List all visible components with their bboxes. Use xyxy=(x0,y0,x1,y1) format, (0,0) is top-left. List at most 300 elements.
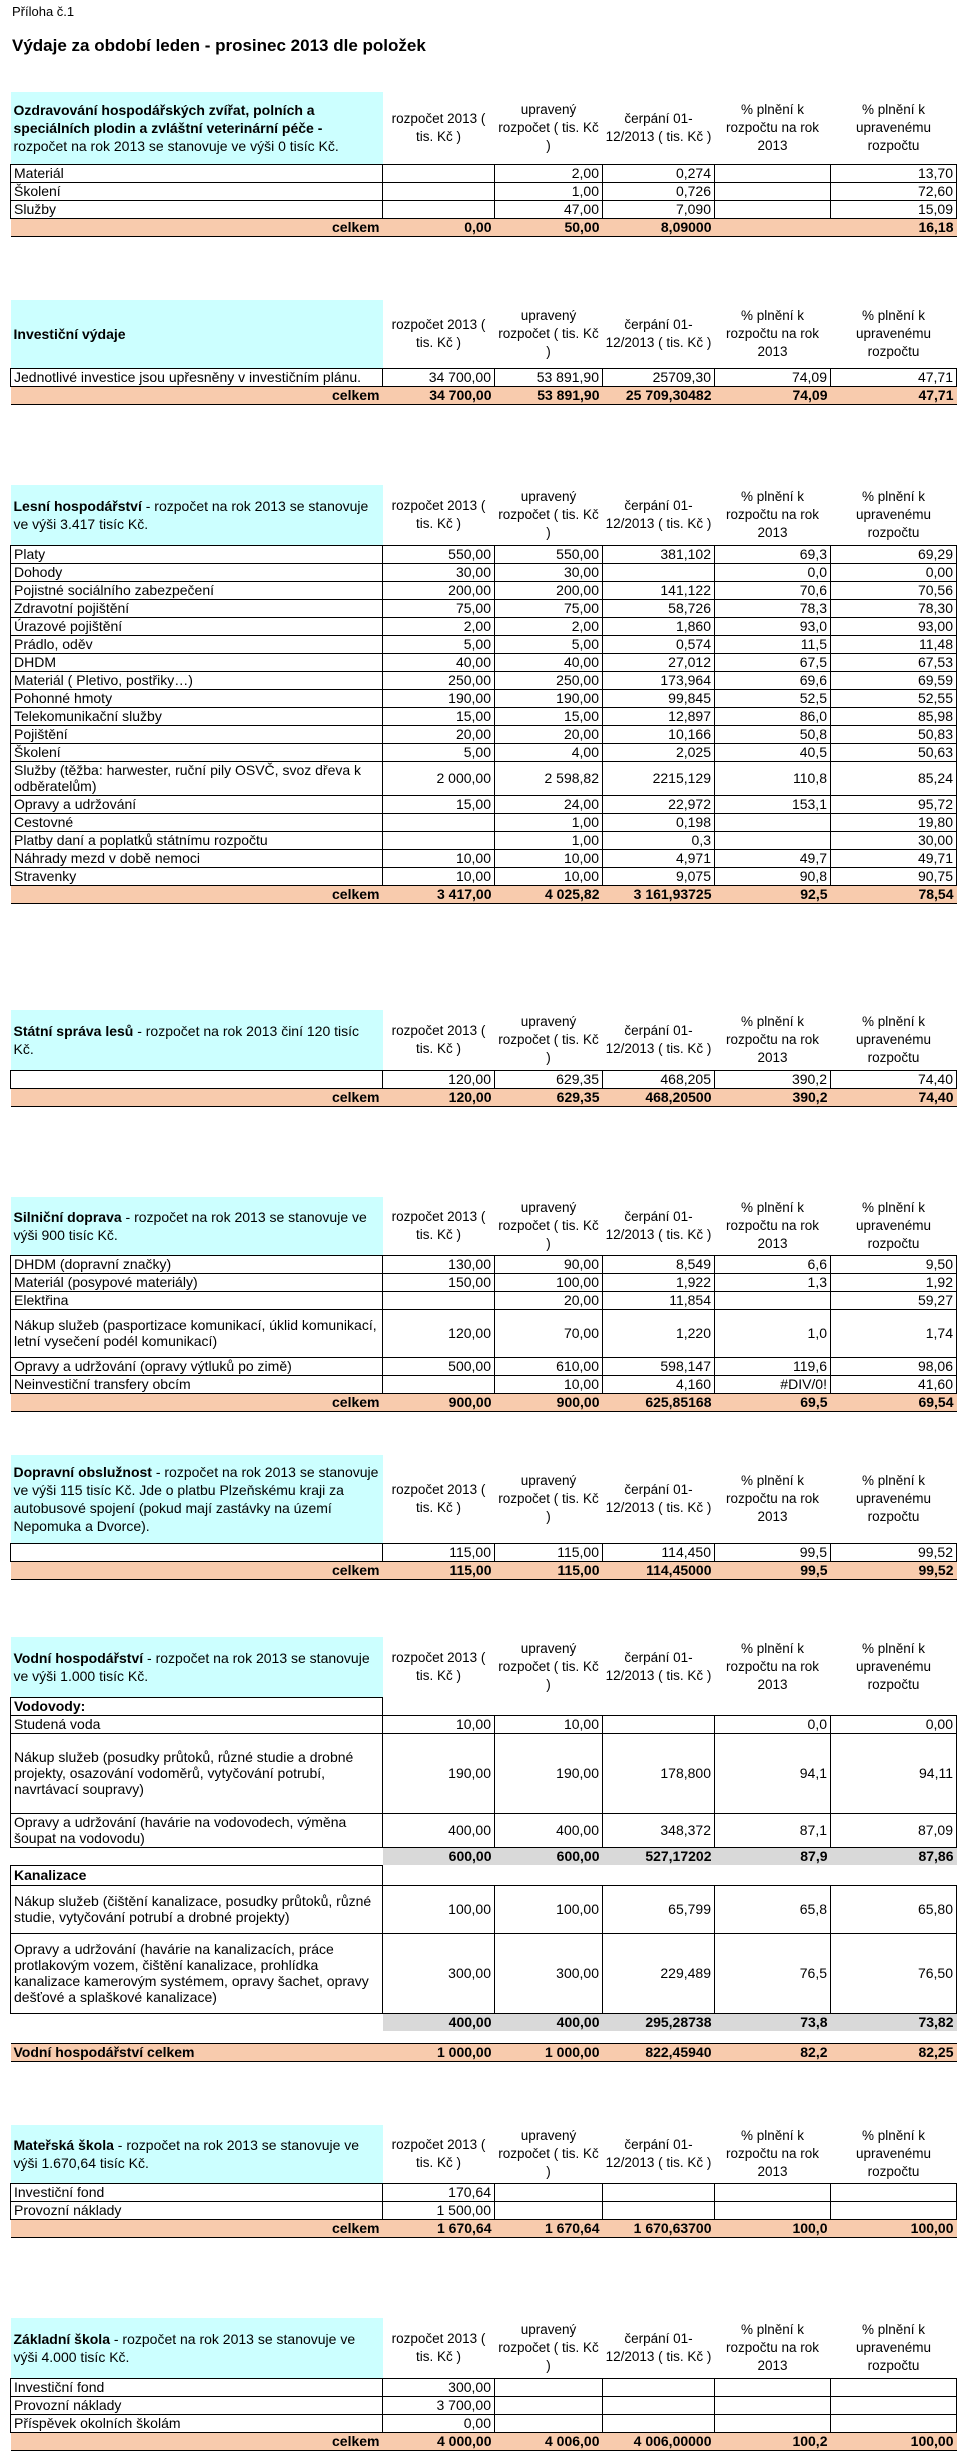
row-pct-adjusted: 70,56 xyxy=(831,581,957,599)
row-spent: 0,574 xyxy=(603,635,715,653)
row-pct-budget: 65,8 xyxy=(715,1885,831,1933)
total-spent: 25 709,30482 xyxy=(603,386,715,404)
row-label: Školení xyxy=(11,182,383,200)
col-pct-adjusted-header: % plnění k upravenému rozpočtu xyxy=(855,1199,932,1251)
table-row xyxy=(11,867,957,885)
row-budget: 15,00 xyxy=(383,707,495,725)
table-row xyxy=(11,725,957,743)
subsection-row xyxy=(11,1697,957,1715)
section-title xyxy=(11,300,383,368)
section-title-note: - rozpočet na rok 2013 se stanovuje ve výši 115 tisíc Kč. Jde o platbu Plzeňskému kraji za autobusové spojení (pokud mají zastávky na území Nepomuka a Dvorce). xyxy=(13,1463,379,1534)
row-adjusted xyxy=(495,2183,603,2201)
row-pct-adjusted: 1,74 xyxy=(831,1309,957,1357)
row-pct-adjusted: 9,50 xyxy=(831,1255,957,1273)
row-label: Nákup služeb (čištění kanalizace, posudky průtoků, různé studie, vytyčování potrubí a drobné projekty) xyxy=(11,1885,383,1933)
total-pct-budget: 99,5 xyxy=(715,1561,831,1579)
row-budget: 170,64 xyxy=(383,2183,495,2201)
row-spent: 7,090 xyxy=(603,200,715,218)
subtotal-value: 600,00 xyxy=(383,1847,495,1865)
row-label: DHDM xyxy=(11,653,383,671)
col-pct-adjusted-header: % plnění k upravenému rozpočtu xyxy=(855,1013,932,1065)
total-spent: 468,20500 xyxy=(603,1088,715,1106)
row-pct-adjusted: 67,53 xyxy=(831,653,957,671)
empty-cell xyxy=(495,1865,603,1885)
subtotal-value: 600,00 xyxy=(495,1847,603,1865)
table-row xyxy=(11,653,957,671)
row-spent: 58,726 xyxy=(603,599,715,617)
row-pct-budget: 93,0 xyxy=(715,617,831,635)
subtotal-value: 527,17202 xyxy=(603,1847,715,1865)
row-budget: 115,00 xyxy=(383,1543,495,1561)
row-pct-adjusted: 87,09 xyxy=(831,1813,957,1847)
row-adjusted: 4,00 xyxy=(495,743,603,761)
row-pct-adjusted: 15,09 xyxy=(831,200,957,218)
empty-cell xyxy=(495,1697,603,1715)
subtotal-value: 295,28738 xyxy=(603,2013,715,2031)
total-row xyxy=(11,218,957,236)
subtotal-value: 87,9 xyxy=(715,1847,831,1865)
col-pct-adjusted-header: % plnění k upravenému rozpočtu xyxy=(855,488,932,540)
section-title xyxy=(11,1010,383,1070)
row-pct-adjusted: 99,52 xyxy=(831,1543,957,1561)
empty-cell xyxy=(831,1697,957,1715)
col-adjusted-header: upravený rozpočet ( tis. Kč ) xyxy=(498,488,599,540)
row-label: Školení xyxy=(11,743,383,761)
col-spent-header: čerpání 01-12/2013 ( tis. Kč ) xyxy=(605,110,712,144)
row-budget xyxy=(383,831,495,849)
row-pct-budget: 50,8 xyxy=(715,725,831,743)
row-pct-adjusted xyxy=(831,2183,957,2201)
section-header-row xyxy=(11,1010,957,1070)
empty-cell xyxy=(831,2031,957,2043)
row-budget: 100,00 xyxy=(383,1885,495,1933)
row-budget xyxy=(383,182,495,200)
row-pct-adjusted: 65,80 xyxy=(831,1885,957,1933)
total-row xyxy=(11,2219,957,2237)
table-row xyxy=(11,1885,957,1933)
row-budget xyxy=(383,200,495,218)
total-pct-adjusted: 16,18 xyxy=(831,218,957,236)
row-budget: 34 700,00 xyxy=(383,368,495,386)
empty-cell xyxy=(383,1697,495,1715)
empty-cell xyxy=(715,1865,831,1885)
row-pct-budget: 70,6 xyxy=(715,581,831,599)
total-adjusted: 4 006,00 xyxy=(495,2432,603,2450)
row-budget: 550,00 xyxy=(383,545,495,563)
row-pct-budget: 69,6 xyxy=(715,671,831,689)
row-adjusted: 100,00 xyxy=(495,1885,603,1933)
total-pct-budget: 100,2 xyxy=(715,2432,831,2450)
section-header-row xyxy=(11,485,957,545)
row-budget: 15,00 xyxy=(383,795,495,813)
document-title: Výdaje za období leden - prosinec 2013 dle položek xyxy=(12,36,426,55)
grand-total-value: 822,45940 xyxy=(603,2043,715,2061)
row-adjusted: 40,00 xyxy=(495,653,603,671)
section-title-name: Silniční doprava xyxy=(13,1208,122,1225)
row-spent: 0,198 xyxy=(603,813,715,831)
section-title-name: Lesní hospodářství xyxy=(13,497,142,514)
col-pct-adjusted-header: % plnění k upravenému rozpočtu xyxy=(855,2127,932,2179)
row-adjusted: 20,00 xyxy=(495,725,603,743)
section-title-name: Základní škola xyxy=(13,2330,110,2347)
row-pct-budget xyxy=(715,813,831,831)
col-adjusted-header: upravený rozpočet ( tis. Kč ) xyxy=(498,1199,599,1251)
row-pct-budget: 76,5 xyxy=(715,1933,831,2013)
table-row xyxy=(11,743,957,761)
total-adjusted: 900,00 xyxy=(495,1393,603,1411)
row-adjusted: 10,00 xyxy=(495,867,603,885)
table-row xyxy=(11,761,957,795)
col-pct-adjusted-header: % plnění k upravenému rozpočtu xyxy=(855,2321,932,2373)
row-label: Neinvestiční transfery obcím xyxy=(11,1375,383,1393)
row-spent: 468,205 xyxy=(603,1070,715,1088)
section-title xyxy=(11,2318,383,2378)
row-pct-budget: #DIV/0! xyxy=(715,1375,831,1393)
table-row xyxy=(11,1255,957,1273)
row-label: Pojištění xyxy=(11,725,383,743)
col-spent-header: čerpání 01-12/2013 ( tis. Kč ) xyxy=(605,2136,712,2170)
row-label: Nákup služeb (posudky průtoků, různé studie a drobné projekty, osazování vodoměrů, vytyčování potrubí, navrtávací soupravy) xyxy=(11,1733,383,1813)
section-title xyxy=(11,1637,383,1697)
row-spent: 141,122 xyxy=(603,581,715,599)
row-spent: 1,220 xyxy=(603,1309,715,1357)
col-budget-header: rozpočet 2013 ( tis. Kč ) xyxy=(391,1022,486,1056)
row-pct-budget: 11,5 xyxy=(715,635,831,653)
col-pct-budget-header: % plnění k rozpočtu na rok 2013 xyxy=(725,488,820,540)
grand-total-value: 1 000,00 xyxy=(495,2043,603,2061)
section-title xyxy=(11,2125,383,2183)
row-budget: 2,00 xyxy=(383,617,495,635)
col-adjusted-header: upravený rozpočet ( tis. Kč ) xyxy=(498,1013,599,1065)
total-pct-adjusted: 100,00 xyxy=(831,2219,957,2237)
empty-cell xyxy=(715,2031,831,2043)
row-spent: 25709,30 xyxy=(603,368,715,386)
subsection-row xyxy=(11,1865,957,1885)
row-spent: 9,075 xyxy=(603,867,715,885)
row-label: Materiál ( Pletivo, postřiky…) xyxy=(11,671,383,689)
total-row xyxy=(11,386,957,404)
total-pct-adjusted: 47,71 xyxy=(831,386,957,404)
col-adjusted-header: upravený rozpočet ( tis. Kč ) xyxy=(498,1472,599,1524)
row-pct-adjusted: 69,59 xyxy=(831,671,957,689)
row-adjusted: 629,35 xyxy=(495,1070,603,1088)
section-table xyxy=(10,485,957,904)
col-adjusted-header: upravený rozpočet ( tis. Kč ) xyxy=(498,307,599,359)
empty-cell xyxy=(603,1697,715,1715)
spacer-row xyxy=(11,2031,957,2043)
row-label xyxy=(11,1070,383,1088)
table-row xyxy=(11,1309,957,1357)
empty-cell xyxy=(383,2031,495,2043)
empty-cell xyxy=(383,1865,495,1885)
row-budget: 0,00 xyxy=(383,2414,495,2432)
subtotal-value: 87,86 xyxy=(831,1847,957,1865)
attachment-label: Příloha č.1 xyxy=(12,4,75,19)
total-pct-adjusted: 99,52 xyxy=(831,1561,957,1579)
row-label: Studená voda xyxy=(11,1715,383,1733)
table-row xyxy=(11,1375,957,1393)
row-adjusted xyxy=(495,2396,603,2414)
col-budget-header: rozpočet 2013 ( tis. Kč ) xyxy=(391,1208,486,1242)
total-row xyxy=(11,1088,957,1106)
row-label: Prádlo, oděv xyxy=(11,635,383,653)
table-row xyxy=(11,849,957,867)
section-header-row xyxy=(11,1197,957,1255)
row-label: Stravenky xyxy=(11,867,383,885)
subtotal-row xyxy=(11,2013,957,2031)
row-pct-budget: 87,1 xyxy=(715,1813,831,1847)
row-spent: 114,450 xyxy=(603,1543,715,1561)
row-budget: 200,00 xyxy=(383,581,495,599)
row-spent: 0,726 xyxy=(603,182,715,200)
row-spent: 65,799 xyxy=(603,1885,715,1933)
row-pct-budget: 67,5 xyxy=(715,653,831,671)
row-label: Náhrady mezd v době nemoci xyxy=(11,849,383,867)
section-table xyxy=(10,1637,957,2062)
section-table xyxy=(10,92,957,237)
row-pct-budget xyxy=(715,182,831,200)
row-pct-budget: 86,0 xyxy=(715,707,831,725)
row-pct-budget: 99,5 xyxy=(715,1543,831,1561)
col-budget-header: rozpočet 2013 ( tis. Kč ) xyxy=(391,2330,486,2364)
row-label: Služby xyxy=(11,200,383,218)
total-pct-adjusted: 78,54 xyxy=(831,885,957,903)
row-budget: 300,00 xyxy=(383,1933,495,2013)
row-adjusted xyxy=(495,2201,603,2219)
row-label: Opravy a udržování xyxy=(11,795,383,813)
row-pct-budget: 94,1 xyxy=(715,1733,831,1813)
row-budget: 400,00 xyxy=(383,1813,495,1847)
subsection-title: Vodovody: xyxy=(11,1697,383,1715)
section-header-row xyxy=(11,2318,957,2378)
col-spent-header: čerpání 01-12/2013 ( tis. Kč ) xyxy=(605,316,712,350)
row-budget: 20,00 xyxy=(383,725,495,743)
row-label: Pohonné hmoty xyxy=(11,689,383,707)
section-title-name: Vodní hospodářství xyxy=(13,1649,144,1666)
row-adjusted: 2,00 xyxy=(495,164,603,182)
table-row xyxy=(11,2396,957,2414)
total-spent: 4 006,00000 xyxy=(603,2432,715,2450)
total-budget: 115,00 xyxy=(383,1561,495,1579)
row-label: Opravy a udržování (havárie na kanalizacích, práce protlakovým vozem, čištění kanalizace, prohlídka kanalizace kamerovým systémem, opravy šachet, opravy dešťové a splaškové kanalizace) xyxy=(11,1933,383,2013)
section-title xyxy=(11,92,383,164)
col-budget-header: rozpočet 2013 ( tis. Kč ) xyxy=(391,1481,486,1515)
row-adjusted: 100,00 xyxy=(495,1273,603,1291)
row-label: Investiční fond xyxy=(11,2183,383,2201)
row-spent: 1,860 xyxy=(603,617,715,635)
col-pct-budget-header: % plnění k rozpočtu na rok 2013 xyxy=(725,1472,820,1524)
grand-total-value: 1 000,00 xyxy=(383,2043,495,2061)
total-label: celkem xyxy=(11,2432,383,2450)
row-budget: 300,00 xyxy=(383,2378,495,2396)
empty-cell xyxy=(11,2031,383,2043)
table-row xyxy=(11,1070,957,1088)
row-pct-budget xyxy=(715,2378,831,2396)
row-pct-budget xyxy=(715,2183,831,2201)
col-spent-header: čerpání 01-12/2013 ( tis. Kč ) xyxy=(605,497,712,531)
row-label: Materiál (posypové materiály) xyxy=(11,1273,383,1291)
row-adjusted: 75,00 xyxy=(495,599,603,617)
row-pct-adjusted: 95,72 xyxy=(831,795,957,813)
row-adjusted: 10,00 xyxy=(495,849,603,867)
section-title-note: - rozpočet na rok 2013 se stanovuje ve výši 1.000 tisíc Kč. xyxy=(13,1649,370,1684)
row-pct-budget xyxy=(715,1291,831,1309)
col-spent-header: čerpání 01-12/2013 ( tis. Kč ) xyxy=(605,1481,712,1515)
total-adjusted: 50,00 xyxy=(495,218,603,236)
row-label: Služby (těžba: harwester, ruční pily OSVČ, svoz dřeva k odběratelům) xyxy=(11,761,383,795)
row-spent: 0,274 xyxy=(603,164,715,182)
col-spent-header: čerpání 01-12/2013 ( tis. Kč ) xyxy=(605,1022,712,1056)
row-budget: 500,00 xyxy=(383,1357,495,1375)
row-spent xyxy=(603,2414,715,2432)
col-spent-header: čerpání 01-12/2013 ( tis. Kč ) xyxy=(605,2330,712,2364)
row-spent: 22,972 xyxy=(603,795,715,813)
row-pct-adjusted: 85,98 xyxy=(831,707,957,725)
section-title-note: - rozpočet na rok 2013 se stanovuje ve výši 900 tisíc Kč. xyxy=(13,1208,367,1243)
section-title-note: - rozpočet na rok 2013 se stanovuje ve výši 1.670,64 tisíc Kč. xyxy=(13,2136,360,2171)
row-budget: 30,00 xyxy=(383,563,495,581)
row-label: Jednotlivé investice jsou upřesněny v investičním plánu. xyxy=(11,368,383,386)
table-row xyxy=(11,2378,957,2396)
row-spent: 348,372 xyxy=(603,1813,715,1847)
row-pct-adjusted: 50,63 xyxy=(831,743,957,761)
row-pct-budget: 40,5 xyxy=(715,743,831,761)
row-adjusted: 1,00 xyxy=(495,182,603,200)
empty-cell xyxy=(715,1697,831,1715)
row-pct-adjusted: 78,30 xyxy=(831,599,957,617)
section-title-name: Dopravní obslužnost xyxy=(13,1463,152,1480)
row-spent: 27,012 xyxy=(603,653,715,671)
row-adjusted: 1,00 xyxy=(495,813,603,831)
total-label: celkem xyxy=(11,1393,383,1411)
row-pct-adjusted: 90,75 xyxy=(831,867,957,885)
table-row xyxy=(11,2201,957,2219)
row-spent: 178,800 xyxy=(603,1733,715,1813)
total-row xyxy=(11,1393,957,1411)
row-budget xyxy=(383,1291,495,1309)
subtotal-value: 73,8 xyxy=(715,2013,831,2031)
subtotal-value: 400,00 xyxy=(495,2013,603,2031)
section-header-row xyxy=(11,1455,957,1543)
row-adjusted: 10,00 xyxy=(495,1715,603,1733)
row-spent xyxy=(603,2378,715,2396)
empty-cell xyxy=(495,2031,603,2043)
table-row xyxy=(11,1715,957,1733)
col-pct-adjusted-header: % plnění k upravenému rozpočtu xyxy=(855,1472,932,1524)
row-spent: 4,160 xyxy=(603,1375,715,1393)
total-pct-budget: 390,2 xyxy=(715,1088,831,1106)
row-label: Investiční fond xyxy=(11,2378,383,2396)
grand-total-label: Vodní hospodářství celkem xyxy=(11,2043,383,2061)
row-label: Opravy a udržování (havárie na vodovodech, výměna šoupat na vodovodu) xyxy=(11,1813,383,1847)
row-adjusted: 1,00 xyxy=(495,831,603,849)
row-pct-adjusted: 85,24 xyxy=(831,761,957,795)
total-budget: 34 700,00 xyxy=(383,386,495,404)
row-adjusted: 190,00 xyxy=(495,689,603,707)
grand-total-value: 82,25 xyxy=(831,2043,957,2061)
table-row xyxy=(11,200,957,218)
col-pct-budget-header: % plnění k rozpočtu na rok 2013 xyxy=(725,1013,820,1065)
total-spent: 114,45000 xyxy=(603,1561,715,1579)
section-title-note: - rozpočet na rok 2013 činí 120 tisíc Kč. xyxy=(13,1022,360,1057)
row-pct-adjusted xyxy=(831,2201,957,2219)
section-table xyxy=(10,1197,957,1412)
col-pct-budget-header: % plnění k rozpočtu na rok 2013 xyxy=(725,2127,820,2179)
row-adjusted: 53 891,90 xyxy=(495,368,603,386)
row-spent: 99,845 xyxy=(603,689,715,707)
col-adjusted-header: upravený rozpočet ( tis. Kč ) xyxy=(498,2321,599,2373)
col-budget-header: rozpočet 2013 ( tis. Kč ) xyxy=(391,1650,486,1683)
table-row xyxy=(11,689,957,707)
total-spent: 625,85168 xyxy=(603,1393,715,1411)
row-pct-budget: 74,09 xyxy=(715,368,831,386)
row-label: Provozní náklady xyxy=(11,2396,383,2414)
section-title-note: - rozpočet na rok 2013 se stanovuje ve výši 4.000 tisíc Kč. xyxy=(13,2330,356,2365)
subtotal-value: 73,82 xyxy=(831,2013,957,2031)
row-label: Platy xyxy=(11,545,383,563)
total-adjusted: 115,00 xyxy=(495,1561,603,1579)
row-pct-budget: 90,8 xyxy=(715,867,831,885)
col-spent-header: čerpání 01-12/2013 ( tis. Kč ) xyxy=(605,1208,712,1242)
row-adjusted: 70,00 xyxy=(495,1309,603,1357)
row-pct-adjusted: 52,55 xyxy=(831,689,957,707)
row-adjusted xyxy=(495,2414,603,2432)
row-adjusted: 47,00 xyxy=(495,200,603,218)
row-pct-budget: 0,0 xyxy=(715,1715,831,1733)
row-label: Nákup služeb (pasportizace komunikací, úklid komunikací, letní vysečení podél komunikací) xyxy=(11,1309,383,1357)
total-row xyxy=(11,1561,957,1579)
row-pct-adjusted: 50,83 xyxy=(831,725,957,743)
row-pct-adjusted: 49,71 xyxy=(831,849,957,867)
row-pct-budget: 6,6 xyxy=(715,1255,831,1273)
col-spent-header: čerpání 01-12/2013 ( tis. Kč ) xyxy=(605,1650,712,1683)
total-label: celkem xyxy=(11,218,383,236)
total-pct-budget: 69,5 xyxy=(715,1393,831,1411)
total-budget: 900,00 xyxy=(383,1393,495,1411)
row-label: Cestovné xyxy=(11,813,383,831)
total-budget: 120,00 xyxy=(383,1088,495,1106)
row-spent: 381,102 xyxy=(603,545,715,563)
section-header-row xyxy=(11,2125,957,2183)
row-adjusted xyxy=(495,2378,603,2396)
total-spent: 1 670,63700 xyxy=(603,2219,715,2237)
table-row xyxy=(11,707,957,725)
row-budget: 10,00 xyxy=(383,1715,495,1733)
total-pct-budget xyxy=(715,218,831,236)
section-table xyxy=(10,1455,957,1580)
col-pct-adjusted-header: % plnění k upravenému rozpočtu xyxy=(855,307,932,359)
row-label: Opravy a udržování (opravy výtluků po zimě) xyxy=(11,1357,383,1375)
row-pct-budget: 52,5 xyxy=(715,689,831,707)
total-label: celkem xyxy=(11,1561,383,1579)
row-adjusted: 2 598,82 xyxy=(495,761,603,795)
col-budget-header: rozpočet 2013 ( tis. Kč ) xyxy=(391,316,486,350)
row-spent xyxy=(603,2201,715,2219)
table-row xyxy=(11,1543,957,1561)
row-adjusted: 550,00 xyxy=(495,545,603,563)
table-row xyxy=(11,617,957,635)
row-pct-adjusted: 59,27 xyxy=(831,1291,957,1309)
section-title-name: Státní správa lesů xyxy=(13,1022,134,1039)
section-title-note: rozpočet na rok 2013 se stanovuje ve výši 0 tisíc Kč. xyxy=(13,137,339,154)
row-pct-adjusted xyxy=(831,2378,957,2396)
row-spent: 12,897 xyxy=(603,707,715,725)
table-row xyxy=(11,1273,957,1291)
row-adjusted: 30,00 xyxy=(495,563,603,581)
table-row xyxy=(11,1291,957,1309)
row-pct-budget xyxy=(715,164,831,182)
total-adjusted: 4 025,82 xyxy=(495,885,603,903)
